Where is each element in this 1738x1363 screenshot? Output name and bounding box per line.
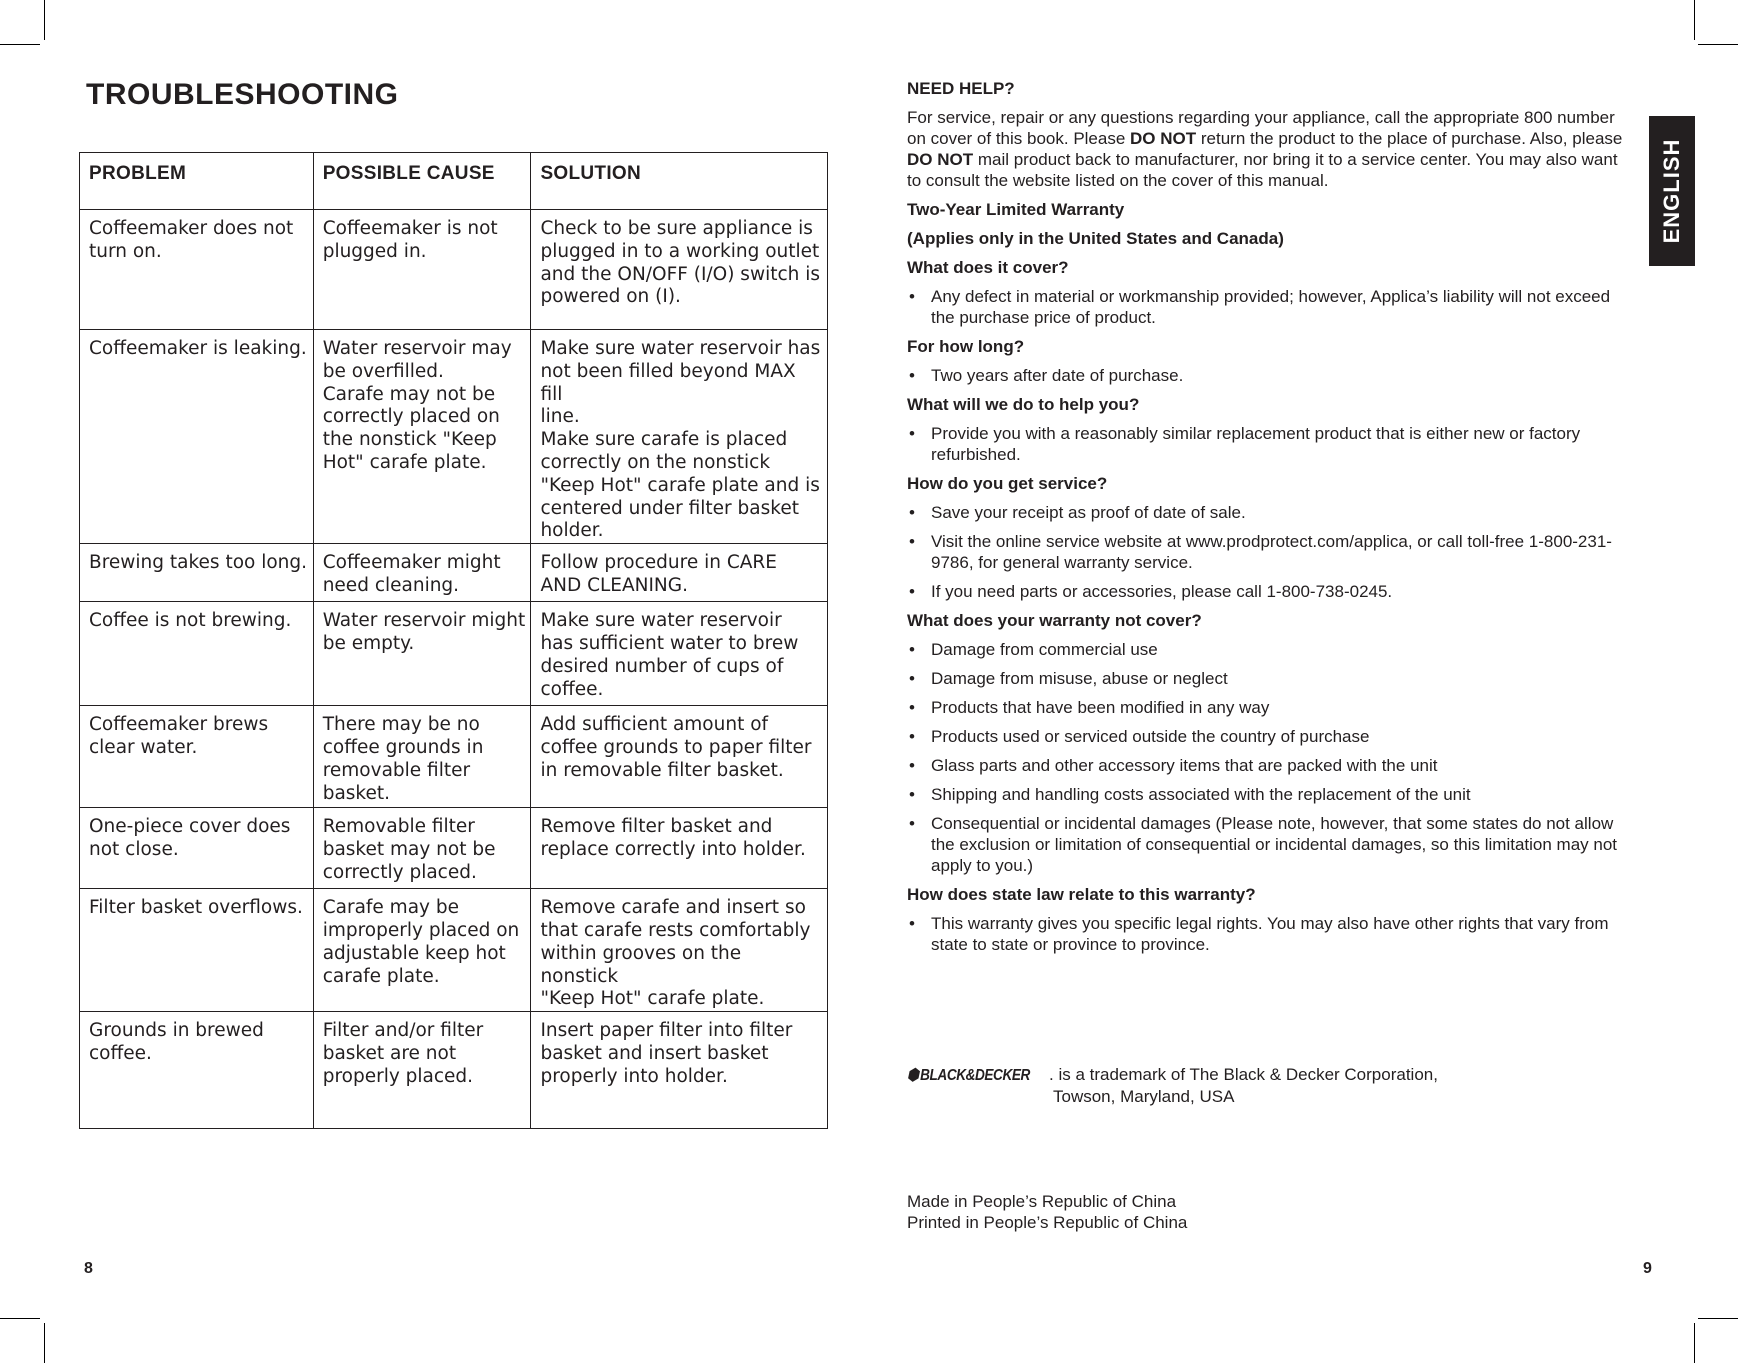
cell-line: Grounds in brewed	[89, 1020, 264, 1042]
list-item-text: Damage from misuse, abuse or neglect	[931, 669, 1228, 688]
list-item	[907, 286, 1627, 328]
list-item	[907, 531, 1627, 573]
list-item	[907, 913, 1627, 955]
language-tab-label: ENGLISH	[1659, 138, 1684, 244]
cell-line: plugged in.	[322, 240, 427, 262]
bullet-icon: •	[909, 669, 915, 688]
list-item-text: Two years after date of purchase.	[931, 366, 1184, 385]
section-heading: How does state law relate to this warranty?	[907, 885, 1256, 904]
made-in: Made in People’s Republic of China	[907, 1192, 1177, 1211]
cell-line: replace correctly into holder.	[540, 838, 806, 860]
cell-solution	[531, 808, 828, 889]
cell-line: plugged in to a working outlet	[540, 240, 820, 262]
bullet-icon: •	[909, 785, 915, 804]
need-help-heading: NEED HELP?	[907, 79, 1015, 98]
page-number-left: 8	[84, 1260, 93, 1277]
list-item	[907, 726, 1627, 747]
section-heading: What does your warranty not cover?	[907, 611, 1202, 630]
cell-line: coffee.	[89, 1042, 152, 1064]
list-item	[907, 423, 1627, 465]
cell-line: be overfilled.	[322, 360, 444, 382]
cell-cause	[313, 544, 531, 602]
cell-solution	[531, 1012, 828, 1129]
page-number-right: 9	[1643, 1260, 1652, 1277]
bullet-list	[907, 502, 1627, 602]
list-item-text: Products used or serviced outside the country of purchase	[931, 727, 1370, 746]
table-header-row	[80, 153, 828, 210]
table-row	[80, 889, 828, 1012]
bullet-list	[907, 286, 1627, 328]
cell-line: within grooves on the nonstick	[540, 942, 742, 987]
list-item-text: Provide you with a reasonably similar replacement product that is either new or factory refurbished.	[931, 424, 1581, 464]
list-item-text: Consequential or incidental damages (Please note, however, that some states do not allow the exclusion or limitation of consequential or incidental damages, so this limitation may not apply to you.)	[931, 814, 1618, 875]
cell-line: "Keep Hot" carafe plate.	[540, 988, 765, 1010]
list-item	[907, 813, 1627, 876]
warranty-section	[907, 78, 1627, 963]
cell-line: turn on.	[89, 240, 162, 262]
header-problem: PROBLEM	[80, 153, 314, 210]
cell-line: Coffeemaker brews	[89, 714, 269, 736]
list-item-text: Products that have been modified in any way	[931, 698, 1270, 717]
cell-problem	[80, 706, 314, 808]
cell-line: coffee grounds in	[322, 736, 484, 758]
bullet-icon: •	[909, 727, 915, 746]
list-item-text: Save your receipt as proof of date of sale.	[931, 503, 1246, 522]
cell-solution	[531, 602, 828, 706]
cell-line: basket and insert basket	[540, 1042, 769, 1064]
cell-line: Remove filter basket and	[540, 816, 773, 838]
cell-line: be empty.	[322, 632, 415, 654]
warranty-subtitle: (Applies only in the United States and Canada)	[907, 229, 1284, 248]
bullet-list	[907, 913, 1627, 955]
cell-cause	[313, 808, 531, 889]
cell-line: desired number of cups of	[540, 655, 784, 677]
cell-line: that carafe rests comfortably	[540, 919, 811, 941]
crop-mark	[1698, 44, 1738, 45]
table-row	[80, 1012, 828, 1129]
section-heading: What does it cover?	[907, 258, 1069, 277]
cell-line: There may be no	[322, 714, 480, 736]
page-title: TROUBLESHOOTING	[86, 78, 399, 111]
table-row	[80, 210, 828, 330]
text-run: mail product back to manufacturer, nor bring it to a service center. You may also want to consult the website listed on the cover of this manual.	[907, 150, 1618, 190]
bullet-icon: •	[909, 532, 915, 551]
bullet-icon: •	[909, 424, 915, 443]
cell-line: basket.	[322, 782, 390, 804]
cell-solution	[531, 889, 828, 1012]
cell-line: "Keep Hot" carafe plate and is	[540, 474, 820, 496]
bullet-icon: •	[909, 287, 915, 306]
cell-problem	[80, 210, 314, 330]
cell-line: need cleaning.	[322, 574, 460, 596]
cell-cause	[313, 330, 531, 544]
cell-problem	[80, 602, 314, 706]
table-row	[80, 544, 828, 602]
list-item-text: This warranty gives you specific legal rights. You may also have other rights that vary from state to state or province to province.	[931, 914, 1609, 954]
cell-line: the nonstick "Keep	[322, 429, 497, 451]
trademark-line-2: Towson, Maryland, USA	[1053, 1087, 1235, 1106]
hexagon-logo-icon: ⬢	[907, 1067, 919, 1084]
cell-line: Remove carafe and insert so	[540, 897, 806, 919]
cell-line: Make sure carafe is placed	[540, 429, 788, 451]
cell-line: Coffeemaker might	[322, 552, 501, 574]
language-tab	[1649, 116, 1695, 266]
cell-problem	[80, 544, 314, 602]
cell-line: correctly on the nonstick	[540, 451, 771, 473]
crop-mark	[1694, 1323, 1695, 1363]
text-run: return the product to the place of purchase. Also, please	[1196, 129, 1623, 148]
cell-line: Make sure water reservoir	[540, 610, 782, 632]
cell-line: not close.	[89, 838, 179, 860]
warranty-title: Two-Year Limited Warranty	[907, 200, 1125, 219]
cell-line: Water reservoir may	[322, 338, 512, 359]
cell-problem	[80, 889, 314, 1012]
cell-solution	[531, 544, 828, 602]
cell-line: adjustable keep hot	[322, 942, 506, 964]
crop-mark	[44, 1323, 45, 1363]
cell-line: Coffeemaker does not	[89, 218, 294, 239]
cell-solution	[531, 330, 828, 544]
cell-line: carafe plate.	[322, 965, 440, 987]
cell-line: holder.	[540, 520, 604, 542]
cell-line: One-piece cover does	[89, 816, 291, 838]
cell-line: Check to be sure appliance is	[540, 218, 813, 239]
cell-line: properly placed.	[322, 1065, 474, 1087]
cell-line: coffee grounds to paper filter	[540, 736, 812, 758]
list-item-text: Damage from commercial use	[931, 640, 1158, 659]
crop-mark	[1694, 0, 1695, 40]
cell-line: removable filter	[322, 759, 471, 781]
cell-line: correctly placed on	[322, 406, 500, 428]
section-heading: How do you get service?	[907, 474, 1108, 493]
bullet-icon: •	[909, 582, 915, 601]
cell-line: Insert paper filter into filter	[540, 1020, 793, 1042]
table-row	[80, 330, 828, 544]
list-item-text: Any defect in material or workmanship provided; however, Applica’s liability will not exceed the purchase price of product.	[931, 287, 1611, 327]
header-possible-cause: POSSIBLE CAUSE	[313, 153, 531, 210]
cell-line: Removable filter	[322, 816, 475, 838]
cell-problem	[80, 808, 314, 889]
bullet-icon: •	[909, 698, 915, 717]
cell-line: improperly placed on	[322, 919, 520, 941]
cell-line: Coffeemaker is leaking.	[89, 338, 307, 359]
list-item	[907, 755, 1627, 776]
cell-line: properly into holder.	[540, 1065, 728, 1087]
cell-line: AND CLEANING.	[540, 574, 688, 596]
cell-line: basket may not be	[322, 838, 496, 860]
cell-line: Hot" carafe plate.	[322, 451, 487, 473]
trademark-line-1: . is a trademark of The Black & Decker Corporation,	[1049, 1065, 1438, 1084]
logo-text: BLACK&DECKER	[920, 1067, 1030, 1084]
section-heading: For how long?	[907, 337, 1025, 356]
cell-line: has sufficient water to brew	[540, 632, 799, 654]
header-solution: SOLUTION	[531, 153, 828, 210]
bullet-list	[907, 365, 1627, 386]
list-item	[907, 639, 1627, 660]
cell-problem	[80, 330, 314, 544]
list-item	[907, 502, 1627, 523]
cell-line: Filter basket overflows.	[89, 897, 303, 919]
list-item-text: Shipping and handling costs associated with the replacement of the unit	[931, 785, 1471, 804]
list-item	[907, 784, 1627, 805]
origin-block	[907, 1191, 1187, 1233]
text-run-bold: DO NOT	[1130, 129, 1197, 148]
cell-line: correctly placed.	[322, 861, 477, 883]
cell-cause	[313, 602, 531, 706]
crop-mark	[1698, 1318, 1738, 1319]
list-item-text: Visit the online service website at www.prodprotect.com/applica, or call toll-free 1-800-231-9786, for general warranty service.	[931, 532, 1612, 572]
cell-line: Coffee is not brewing.	[89, 610, 292, 632]
list-item-text: Glass parts and other accessory items that are packed with the unit	[931, 756, 1438, 775]
cell-cause	[313, 706, 531, 808]
list-item	[907, 365, 1627, 386]
cell-line: clear water.	[89, 736, 198, 758]
cell-line: coffee.	[540, 678, 604, 700]
cell-solution	[531, 210, 828, 330]
black-decker-logo	[907, 1065, 1030, 1086]
troubleshooting-table	[79, 152, 828, 1129]
bullet-icon: •	[909, 503, 915, 522]
list-item	[907, 668, 1627, 689]
cell-line: Follow procedure in CARE	[540, 552, 777, 574]
need-help-paragraph	[907, 107, 1627, 191]
bullet-icon: •	[909, 756, 915, 775]
table-row	[80, 808, 828, 889]
printed-in: Printed in People’s Republic of China	[907, 1213, 1188, 1232]
trademark-block	[907, 1064, 1507, 1108]
cell-line: not been filled beyond MAX fill	[540, 360, 796, 405]
list-item	[907, 697, 1627, 718]
cell-line: Add sufficient amount of	[540, 714, 769, 736]
table-row	[80, 706, 828, 808]
cell-line: Brewing takes too long.	[89, 552, 308, 574]
crop-mark	[0, 1318, 40, 1319]
crop-mark	[44, 0, 45, 40]
cell-line: and the ON/OFF (I/O) switch is	[540, 263, 821, 285]
bullet-list	[907, 423, 1627, 465]
table-row	[80, 602, 828, 706]
cell-line: basket are not	[322, 1042, 457, 1064]
cell-problem	[80, 1012, 314, 1129]
cell-line: powered on (I).	[540, 286, 681, 308]
cell-line: Carafe may be	[322, 897, 459, 919]
cell-line: Coffeemaker is not	[322, 218, 498, 239]
cell-cause	[313, 210, 531, 330]
text-run-bold: DO NOT	[907, 150, 974, 169]
bullet-icon: •	[909, 914, 915, 933]
bullet-list	[907, 639, 1627, 876]
cell-line: Carafe may not be	[322, 383, 496, 405]
section-heading: What will we do to help you?	[907, 395, 1140, 414]
bullet-icon: •	[909, 640, 915, 659]
cell-cause	[313, 889, 531, 1012]
cell-line: Water reservoir might	[322, 610, 526, 632]
cell-line: line.	[540, 406, 580, 428]
list-item-text: If you need parts or accessories, please call 1-800-738-0245.	[931, 582, 1393, 601]
list-item	[907, 581, 1627, 602]
cell-line: centered under filter basket	[540, 497, 799, 519]
cell-line: Filter and/or filter	[322, 1020, 484, 1042]
crop-mark	[0, 44, 40, 45]
cell-line: Make sure water reservoir has	[540, 338, 821, 359]
cell-solution	[531, 706, 828, 808]
cell-cause	[313, 1012, 531, 1129]
cell-line: in removable filter basket.	[540, 759, 784, 781]
text-run: For service, repair or any questions regarding your appliance, call the appropriate 800 number on cover of this book. Please	[907, 108, 1615, 148]
bullet-icon: •	[909, 366, 915, 385]
bullet-icon: •	[909, 814, 915, 833]
